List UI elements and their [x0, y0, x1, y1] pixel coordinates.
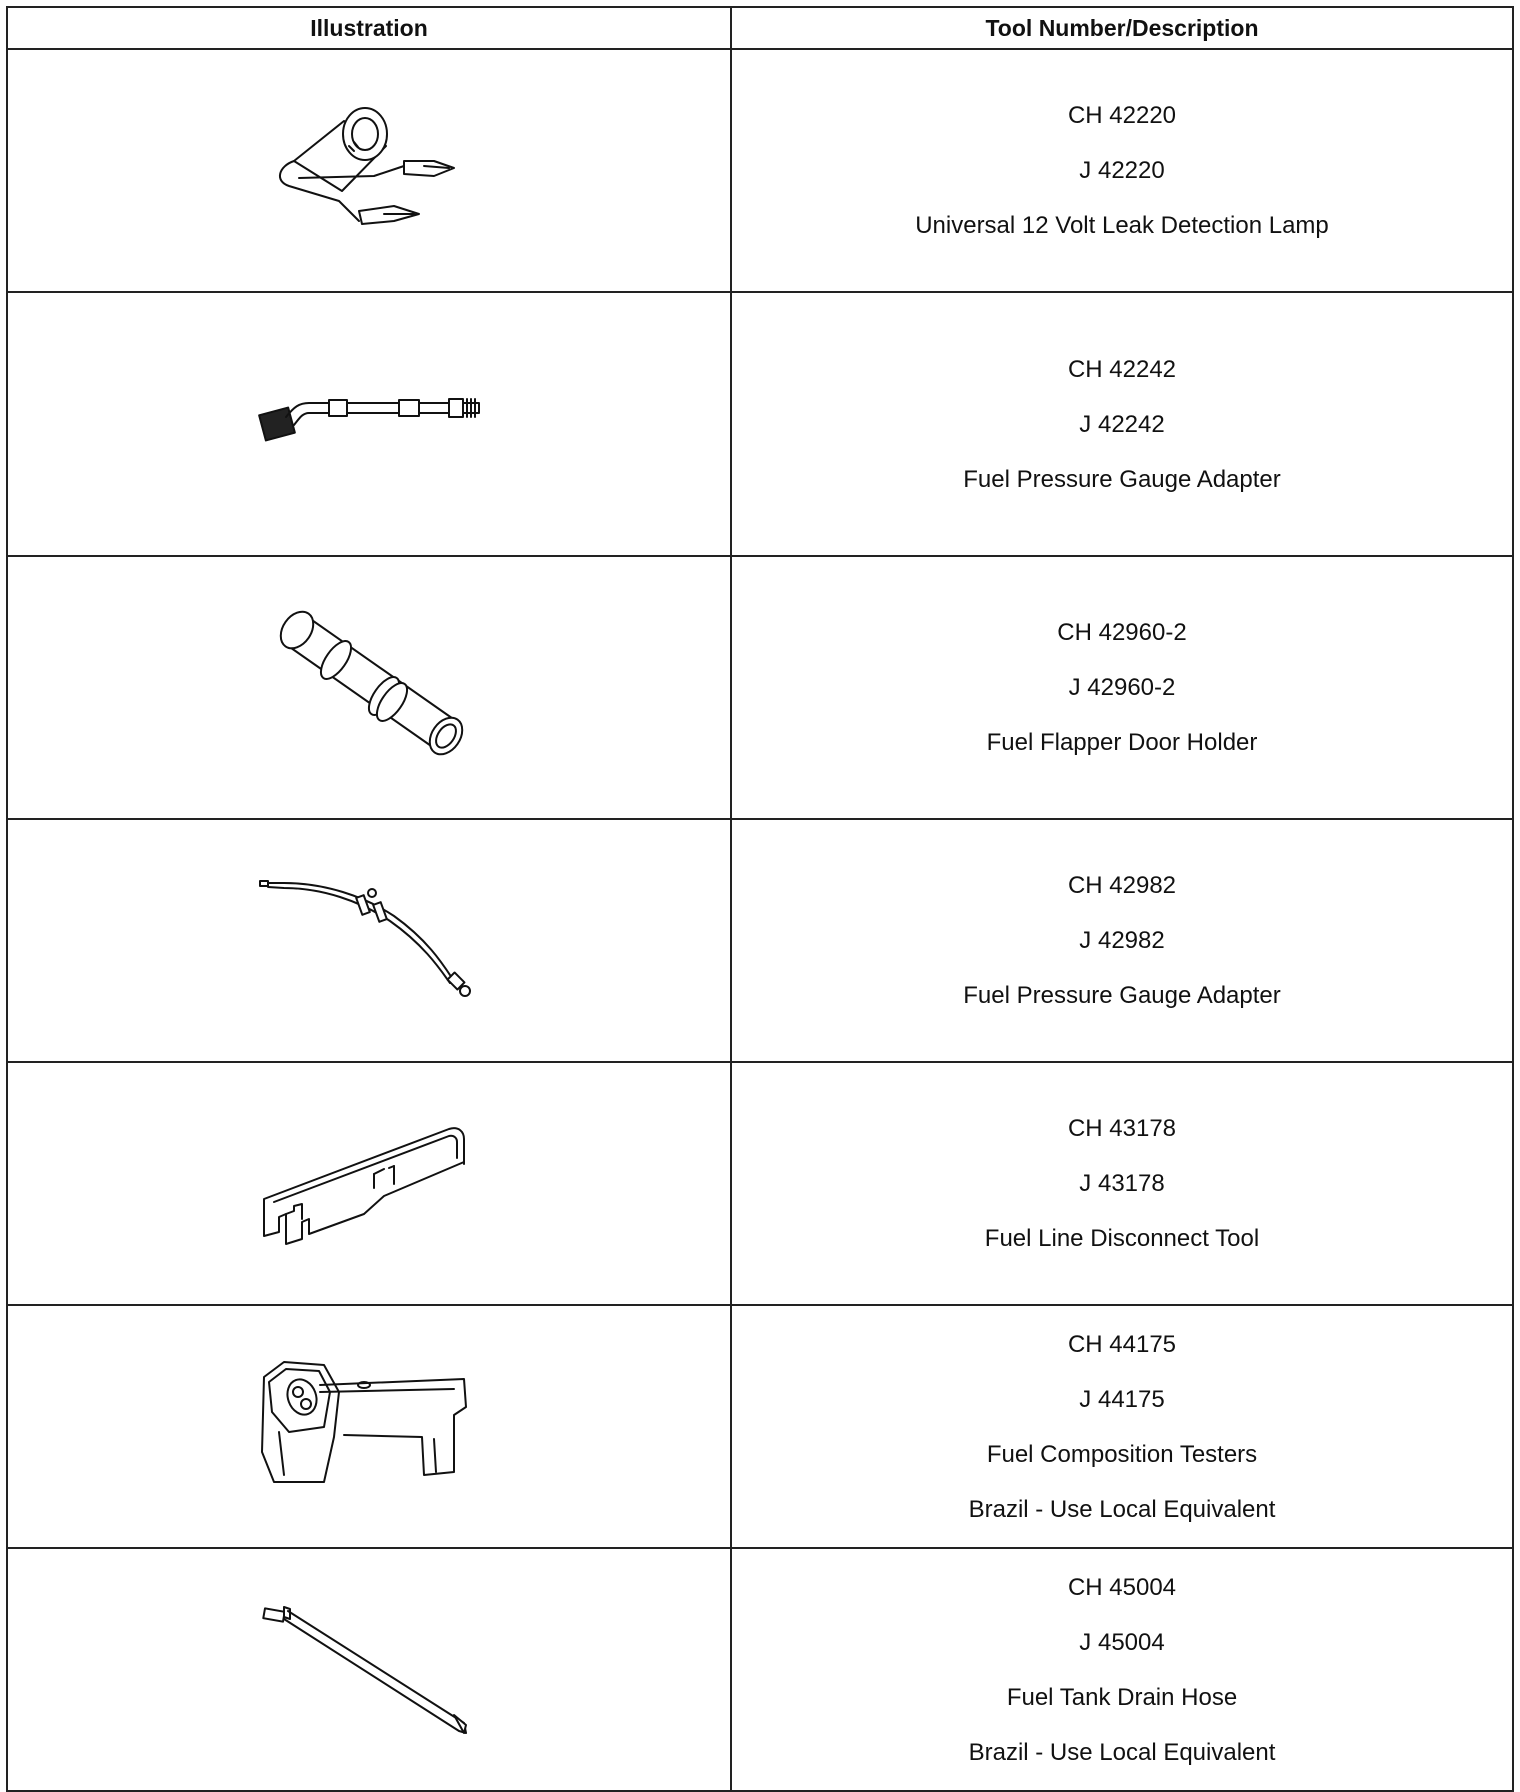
table-row [7, 1548, 1513, 1791]
tool-description: Fuel Pressure Gauge Adapter [963, 982, 1281, 1009]
fuel-tank-drain-hose-icon [254, 1595, 484, 1745]
illustration-cell [7, 1062, 731, 1305]
leak-detection-lamp-icon [254, 106, 484, 236]
tool-description-cell [731, 49, 1513, 292]
table-row [7, 1062, 1513, 1305]
illustration-cell [7, 1305, 731, 1548]
fuel-flapper-door-holder-icon [264, 608, 474, 768]
ch-tool-number: CH 43178 [1067, 1115, 1177, 1142]
fuel-pressure-gauge-adapter-icon [254, 389, 484, 459]
ch-tool-number: CH 42220 [1067, 102, 1177, 129]
j-tool-number: J 42960-2 [1068, 674, 1176, 701]
tool-description: Universal 12 Volt Leak Detection Lamp [915, 212, 1329, 239]
tool-description-cell [731, 1062, 1513, 1305]
special-tools-table [6, 6, 1514, 1792]
tool-description: Fuel Pressure Gauge Adapter [963, 465, 1281, 493]
table-row [7, 49, 1513, 292]
header-tool-description: Tool Number/Description [731, 7, 1513, 49]
ch-tool-number: CH 42982 [1067, 872, 1177, 899]
j-tool-number: J 42242 [1079, 410, 1165, 438]
fuel-composition-tester-icon [254, 1357, 484, 1497]
j-tool-number: J 43178 [1079, 1170, 1165, 1197]
table-row [7, 1305, 1513, 1548]
fuel-pressure-gauge-adapter-hose-icon [254, 871, 484, 1011]
j-tool-number: J 45004 [1079, 1628, 1165, 1656]
j-tool-number: J 42982 [1079, 927, 1165, 954]
ch-tool-number: CH 44175 [1067, 1330, 1177, 1358]
illustration-cell [7, 556, 731, 819]
tool-description: Fuel Tank Drain Hose [1006, 1683, 1238, 1711]
regional-note: Brazil - Use Local Equivalent [968, 1738, 1276, 1766]
illustration-cell [7, 819, 731, 1062]
regional-note: Brazil - Use Local Equivalent [968, 1495, 1276, 1523]
tool-description-cell [731, 1305, 1513, 1548]
header-illustration: Illustration [7, 7, 731, 49]
tool-description: Fuel Line Disconnect Tool [984, 1225, 1260, 1252]
illustration-cell [7, 49, 731, 292]
table-row [7, 819, 1513, 1062]
tool-description-cell [731, 556, 1513, 819]
fuel-line-disconnect-tool-icon [254, 1114, 484, 1254]
ch-tool-number: CH 42242 [1067, 355, 1177, 383]
ch-tool-number: CH 42960-2 [1057, 619, 1187, 646]
tool-description-cell [731, 819, 1513, 1062]
tool-description-cell [731, 292, 1513, 556]
j-tool-number: J 42220 [1079, 157, 1165, 184]
j-tool-number: J 44175 [1079, 1385, 1165, 1413]
tool-description: Fuel Flapper Door Holder [986, 729, 1258, 756]
table-row [7, 292, 1513, 556]
illustration-cell [7, 1548, 731, 1791]
table-row [7, 556, 1513, 819]
tool-description-cell [731, 1548, 1513, 1791]
illustration-cell [7, 292, 731, 556]
ch-tool-number: CH 45004 [1067, 1573, 1177, 1601]
header-row [7, 7, 1513, 49]
tool-description: Fuel Composition Testers [986, 1440, 1258, 1468]
